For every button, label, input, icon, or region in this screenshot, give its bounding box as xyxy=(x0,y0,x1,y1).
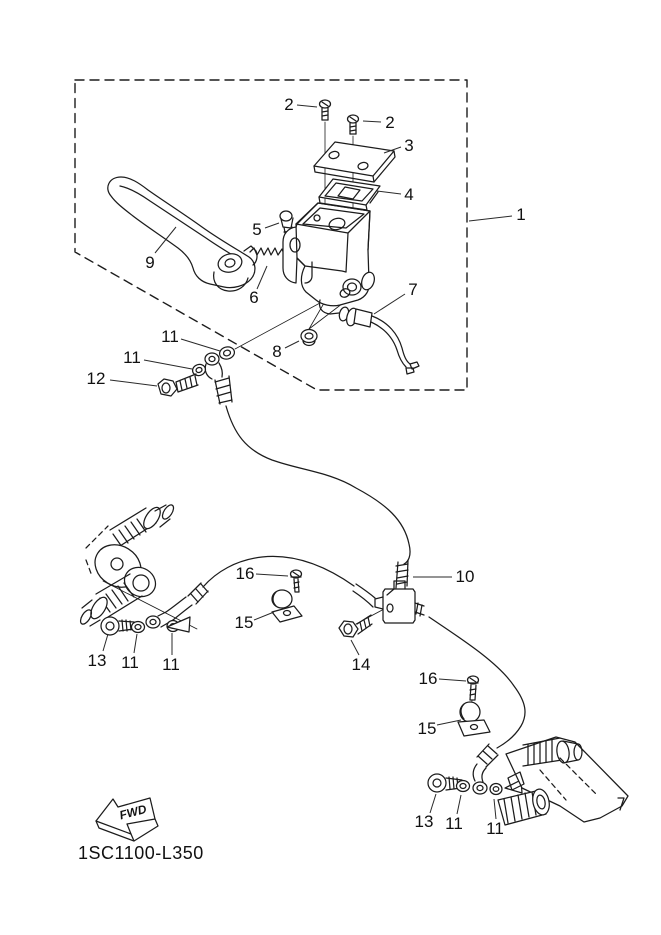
leader-line-2-2 xyxy=(363,121,381,122)
callout-5-5: 5 xyxy=(252,220,262,239)
leader-line-11-15 xyxy=(134,634,137,653)
callout-14-17: 14 xyxy=(351,655,371,674)
callout-13-22: 13 xyxy=(414,812,434,831)
dashed-enclosure xyxy=(75,80,467,390)
upper-banjo-and-bolt xyxy=(158,345,236,404)
callout-7-7: 7 xyxy=(408,280,418,299)
leader-line-14-17 xyxy=(351,640,359,655)
callout-8-8: 8 xyxy=(272,342,282,361)
callout-9-9: 9 xyxy=(145,253,155,272)
leader-line-8-8 xyxy=(285,341,299,348)
callout-4-4: 4 xyxy=(404,185,414,204)
callout-13-14: 13 xyxy=(87,651,107,670)
rear-caliper xyxy=(498,737,628,825)
fwd-label: FWD xyxy=(117,801,148,823)
callout-3-3: 3 xyxy=(404,136,414,155)
brake-lever xyxy=(108,177,257,291)
leader-line-4-4 xyxy=(377,191,401,194)
leader-line-11-12 xyxy=(144,360,192,369)
leader-line-1-0 xyxy=(469,216,512,221)
callout-6-6: 6 xyxy=(249,288,259,307)
front-caliper xyxy=(78,503,175,626)
hose-clamp-right xyxy=(458,676,490,736)
leader-line-11-24 xyxy=(494,799,496,819)
callout-10-10: 10 xyxy=(455,567,475,586)
callout-1-0: 1 xyxy=(516,205,526,224)
reservoir-cap xyxy=(314,142,395,182)
leader-line-15-20 xyxy=(437,720,461,725)
callout-15-18: 15 xyxy=(234,613,254,632)
grommet xyxy=(301,330,317,346)
leader-line-7-7 xyxy=(374,294,405,314)
leader-line-6-6 xyxy=(257,266,267,289)
callout-11-24: 11 xyxy=(486,819,504,838)
leader-line-16-19 xyxy=(256,574,288,576)
main-brake-hose xyxy=(226,406,410,588)
callout-11-16: 11 xyxy=(162,655,180,674)
master-cylinder-body xyxy=(283,203,376,314)
leader-line-11-11 xyxy=(181,339,220,351)
callout-12-13: 12 xyxy=(86,369,106,388)
leader-line-13-14 xyxy=(103,634,108,651)
leader-line-11-23 xyxy=(457,795,461,814)
callout-16-19: 16 xyxy=(235,564,255,583)
leader-line-16-21 xyxy=(439,679,466,681)
hose-junction xyxy=(339,581,424,637)
callout-15-20: 15 xyxy=(417,719,437,738)
leader-line-12-13 xyxy=(110,380,157,386)
brake-switch xyxy=(338,306,419,374)
leader-line-5-5 xyxy=(265,223,279,228)
hose-clamp-left xyxy=(272,570,302,622)
leader-line-2-1 xyxy=(297,105,317,107)
callout-16-21: 16 xyxy=(418,669,438,688)
callout-11-23: 11 xyxy=(445,814,463,833)
front-caliper-fasteners xyxy=(101,617,190,635)
return-spring xyxy=(250,248,284,255)
callout-2-2: 2 xyxy=(385,113,395,132)
callout-11-15: 11 xyxy=(121,653,139,672)
part-code: 1SC1100-L350 xyxy=(78,843,204,863)
callout-11-11: 11 xyxy=(161,327,179,346)
callout-11-12: 11 xyxy=(123,348,141,367)
callout-2-1: 2 xyxy=(284,95,294,114)
fwd-arrow xyxy=(96,798,158,841)
leader-line-15-18 xyxy=(254,612,274,620)
leader-line-13-22 xyxy=(430,794,436,813)
